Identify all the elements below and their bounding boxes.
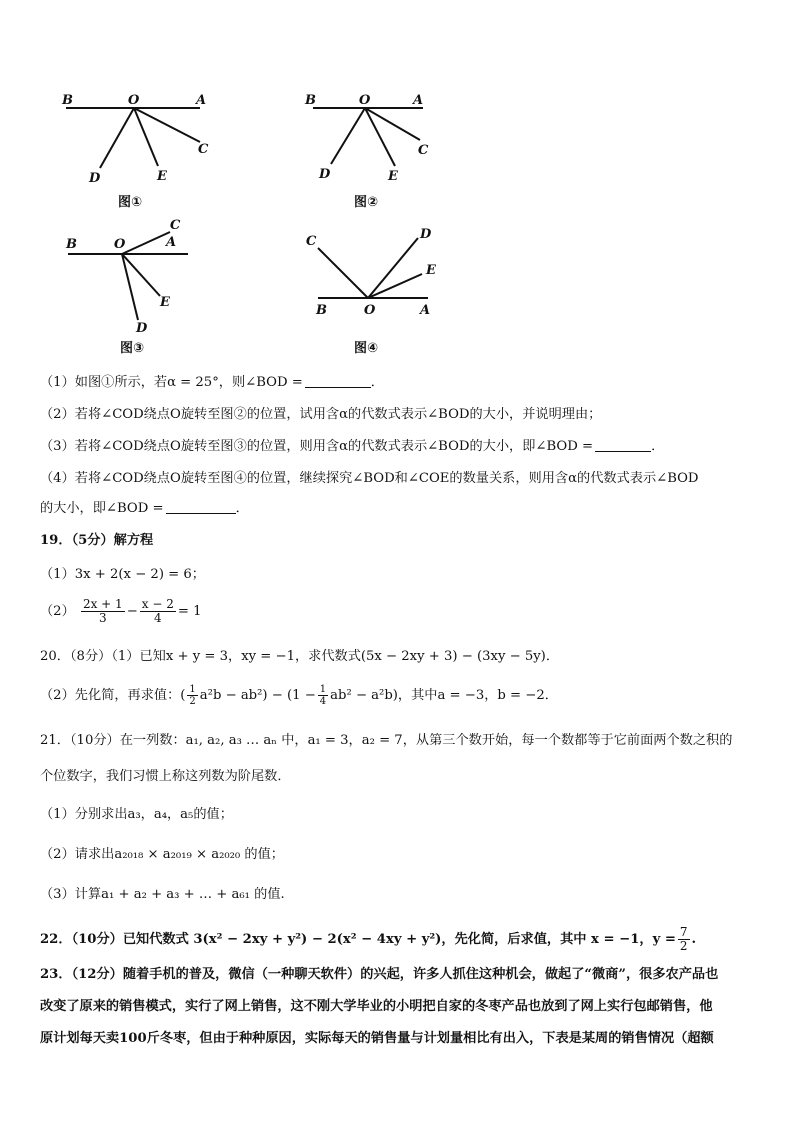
- label-a: A: [166, 235, 177, 250]
- q23-line-2: [40, 998, 760, 1016]
- label-o: O: [364, 303, 376, 318]
- answer-blank[interactable]: [595, 439, 651, 452]
- label-b: B: [305, 93, 316, 108]
- answer-blank[interactable]: [305, 375, 371, 388]
- q21-line-1: [40, 732, 760, 750]
- label-o: O: [128, 93, 140, 108]
- q18-part-2: [40, 406, 760, 424]
- q20-part-2-text-b: a²b − ab²) − (1 −: [199, 688, 316, 703]
- q18-part-4: [40, 470, 760, 488]
- q21-part-3-text: （3）计算a₁ + a₂ + a₃ + … + a₆₁ 的值.: [40, 887, 285, 902]
- label-b: B: [62, 93, 73, 108]
- q20-part-1-text: 20．（8分）（1）已知x + y = 3，xy = −1，求代数式(5x − 2xy + 3) − (3xy − 5y)．: [40, 649, 560, 664]
- figure-3: [60, 214, 210, 362]
- q21-part-1: [40, 806, 760, 824]
- q18-part-2-text: （2）若将∠COD绕点O旋转至图②的位置，试用含α的代数式表示∠BOD的大小，并说明理由；: [40, 407, 602, 422]
- q18-part-4-text-cont: 的大小，即∠BOD =: [40, 501, 164, 516]
- q19-part-1-text: （1）3x + 2(x − 2) = 6；: [40, 567, 205, 582]
- q18-part-1: （1）如图①所示，若α = 25°，则∠BOD = ．: [40, 375, 384, 390]
- figure-caption: 图④: [354, 341, 379, 356]
- equation-rhs: = 1: [177, 604, 202, 619]
- label-d: D: [136, 321, 148, 336]
- label-b: B: [316, 303, 327, 318]
- q22-tail: .: [691, 932, 697, 947]
- figure-caption: 图①: [118, 195, 143, 210]
- label-a: A: [196, 93, 207, 108]
- q19-heading: [40, 532, 760, 550]
- q21-line-2: [40, 768, 760, 786]
- label-c: C: [170, 218, 181, 233]
- label-d: D: [319, 167, 331, 182]
- q18-part-1-text: （1）如图①所示，若α = 25°，则∠BOD =: [40, 375, 303, 390]
- fraction: [81, 598, 125, 625]
- q22-text: 22．（10分）已知代数式 3(x² − 2xy + y²) − 2(x² − 4xy + y²)，先化简，后求值，其中 x = −1，y =: [40, 932, 676, 947]
- answer-blank[interactable]: [166, 501, 236, 514]
- label-o: O: [359, 93, 371, 108]
- figure-caption: 图③: [120, 341, 145, 356]
- figure-1: [50, 82, 230, 214]
- q21-part-3: [40, 886, 760, 904]
- q23-line-2-text: 改变了原来的销售模式，实行了网上销售，这不刚大学毕业的小明把自家的冬枣产品也放到了网上实行包邮销售，他: [40, 999, 713, 1014]
- figure-caption: 图②: [354, 195, 379, 210]
- figure-2: [295, 82, 455, 214]
- q21-line-2-text: 个位数字，我们习惯上称这列数为阶尾数．: [40, 769, 291, 784]
- q20-part-2: [40, 684, 760, 707]
- q21-line-1-text: 21．（10分）在一列数：a₁, a₂, a₃ … aₙ 中，a₁ = 3，a₂ = 7，从第三个数开始，每一个数都等于它前面两个数之积的: [40, 733, 733, 748]
- fraction-numerator: 7: [679, 925, 688, 939]
- fraction-denominator: 4: [153, 611, 162, 625]
- q20-part-2-text-a: （2）先化简，再求值：(: [40, 688, 186, 703]
- q19-part-2-label: （2）: [40, 604, 75, 619]
- label-d: D: [89, 171, 101, 186]
- figure-4: [300, 218, 450, 358]
- q18-part-4-text: （4）若将∠COD绕点O旋转至图④的位置，继续探究∠BOD和∠COE的数量关系，则用含α的代数式表示∠BOD: [40, 471, 699, 486]
- q23-line-1: [40, 966, 760, 984]
- label-c: C: [198, 142, 209, 157]
- q23-line-3: [40, 1030, 760, 1048]
- fraction: [678, 926, 690, 953]
- label-a: A: [413, 93, 424, 108]
- fraction-denominator: 2: [189, 696, 196, 707]
- label-b: B: [66, 237, 77, 252]
- label-c: C: [418, 143, 429, 158]
- label-a: A: [420, 303, 431, 318]
- q19-part-2: （2） $\frac{2x + 1}{3}$ − $\frac{x - 2}{4}$ = 1: [40, 597, 202, 625]
- q20-part-2-text-c: ab² − a²b)，其中a = −3，b = −2．: [330, 688, 558, 703]
- fraction-numerator: x − 2: [141, 597, 174, 611]
- label-c: C: [306, 234, 317, 249]
- q23-line-1-text: 23．（12分）随着手机的普及，微信（一种聊天软件）的兴起，许多人抓住这种机会，做起了“微商”，很多农产品也: [40, 967, 719, 982]
- q19-heading-text: 19．（5分）解方程: [40, 533, 154, 548]
- fraction: [140, 598, 176, 625]
- fraction: [187, 684, 197, 707]
- fraction: [318, 684, 328, 707]
- label-e: E: [157, 169, 167, 184]
- q18-part-3: （3）若将∠COD绕点O旋转至图③的位置，则用含α的代数式表示∠BOD的大小，即∠BOD = ．: [40, 439, 665, 454]
- fraction-denominator: 4: [319, 696, 327, 707]
- q22-line: [40, 926, 760, 953]
- q21-part-2: [40, 846, 760, 864]
- label-d: D: [420, 227, 432, 242]
- q20-part-1: [40, 648, 760, 666]
- fraction-denominator: 3: [99, 611, 107, 625]
- fraction-numerator: 2x + 1: [82, 597, 123, 611]
- q23-line-3-text: 原计划每天卖100斤冬枣，但由于种种原因，实际每天的销售量与计划量相比有出入，下表是某周的销售情况（超额: [40, 1031, 714, 1046]
- fraction-numerator: 1: [319, 684, 327, 695]
- fraction-denominator: 2: [679, 939, 688, 953]
- q18-part-4-cont: 的大小，即∠BOD = ．: [40, 501, 249, 516]
- label-e: E: [426, 263, 436, 278]
- q18-part-3-text: （3）若将∠COD绕点O旋转至图③的位置，则用含α的代数式表示∠BOD的大小，即∠BOD =: [40, 439, 594, 454]
- label-e: E: [388, 169, 398, 184]
- q21-part-2-text: （2）请求出a₂₀₁₈ × a₂₀₁₉ × a₂₀₂₀ 的值；: [40, 847, 284, 862]
- q19-part-1: [40, 566, 760, 584]
- q21-part-1-text: （1）分别求出a₃，a₄，a₅的值；: [40, 807, 233, 822]
- fraction-numerator: 1: [189, 684, 196, 695]
- label-e: E: [160, 295, 170, 310]
- label-o: O: [114, 237, 126, 252]
